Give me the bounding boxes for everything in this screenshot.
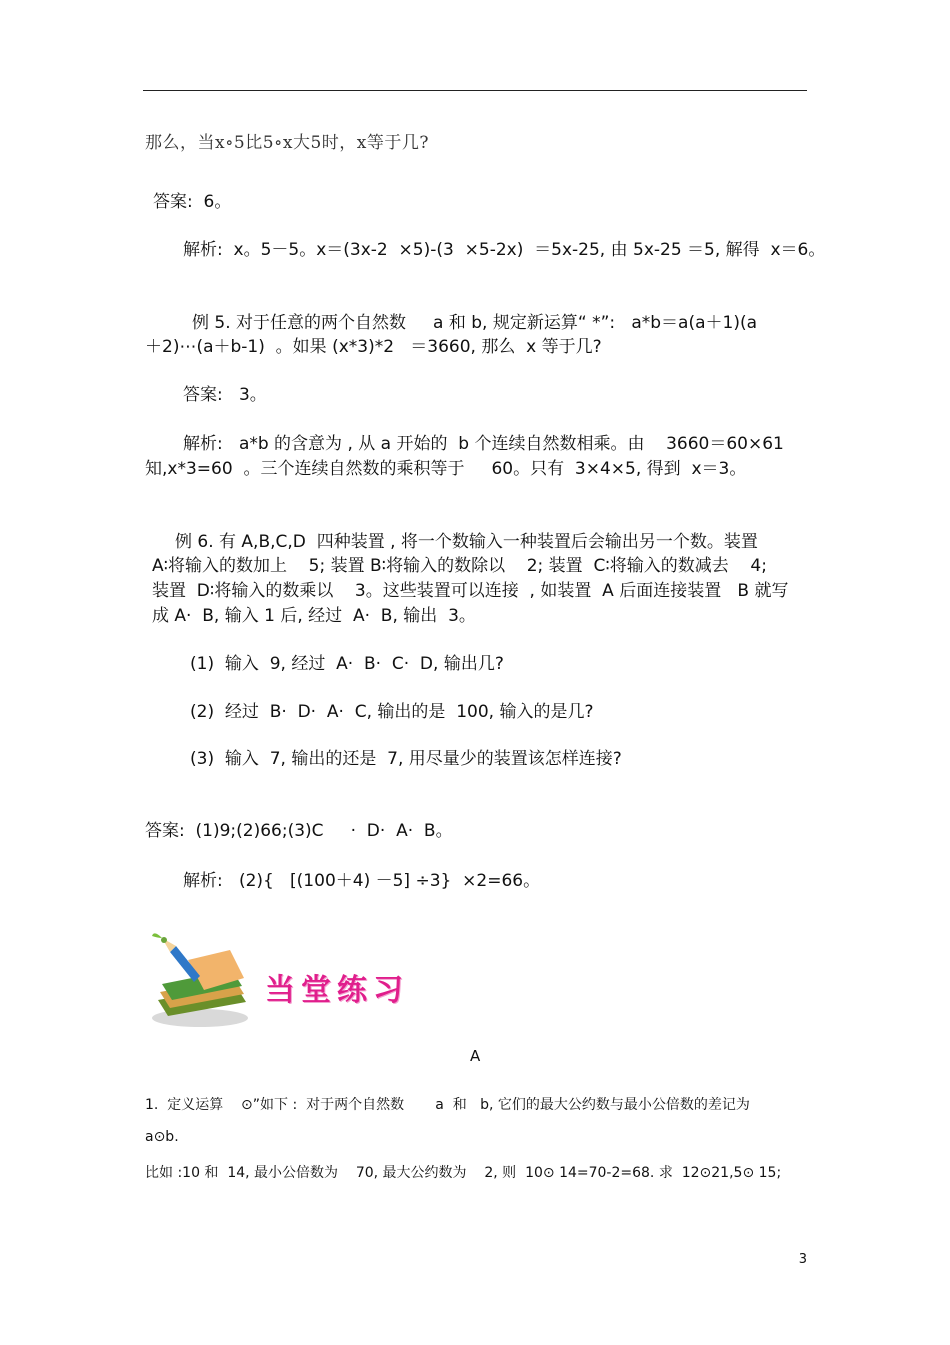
example5-line2: ＋2)⋯(a＋b-1) 。如果 (x*3)*2 ＝3660, 那么 x 等于几? (145, 337, 602, 357)
problem1-line3: 比如 :10 和 14, 最小公倍数为 70, 最大公约数为 2, 则 10⊙ 14=70-2=68. 求 12⊙21,5⊙ 15; (145, 1165, 782, 1181)
example5-analysis1: 解析: a*b 的含意为 , 从 a 开始的 b 个连续自然数相乘。由 3660＝60×61 (183, 434, 784, 454)
example5-answer: 答案: 3。 (183, 385, 267, 405)
answer-prev: 答案: 6。 (153, 192, 232, 212)
example5-line1: 例 5. 对于任意的两个自然数 a 和 b, 规定新运算“ *”: a*b＝a(a＋1)(a (192, 313, 758, 333)
example6-answer: 答案: (1)9;(2)66;(3)C · D· A· B。 (145, 821, 453, 841)
example6-line3: 装置 D∶将输入的数乘以 3。这些装置可以连接 , 如装置 A 后面连接装置 B 就写 (152, 581, 789, 601)
example6-question1: (1) 输入 9, 经过 A· B· C· D, 输出几? (190, 654, 504, 674)
header-rule (143, 90, 807, 91)
example5-analysis2: 知,x*3=60 。三个连续自然数的乘积等于 60。只有 3×4×5, 得到 x＝3。 (145, 459, 747, 479)
example6-question2: (2) 经过 B· D· A· C, 输出的是 100, 输入的是几? (190, 702, 594, 722)
section-title: 当堂练习 (265, 973, 409, 1008)
level-label: A (470, 1047, 481, 1065)
problem1-line1: 1. 定义运算 ⊙”如下 : 对于两个自然数 a 和 b, 它们的最大公约数与最小公倍数的差记为 (145, 1097, 750, 1113)
example6-line1: 例 6. 有 A,B,C,D 四种装置 , 将一个数输入一种装置后会输出另一个数。装置 (175, 532, 758, 552)
example6-line2: A∶将输入的数加上 5; 装置 B∶将输入的数除以 2; 装置 C∶将输入的数减去 4; (152, 556, 767, 576)
analysis-prev: 解析: x。5－5。x＝(3x-2 ×5)-(3 ×5-2x) ＝5x-25, 由 5x-25 ＝5, 解得 x＝6。 (183, 240, 826, 260)
example6-analysis: 解析: (2){ [(100＋4) －5] ÷3} ×2=66。 (183, 871, 541, 891)
example6-question3: (3) 输入 7, 输出的还是 7, 用尽量少的装置该怎样连接? (190, 749, 622, 769)
example6-line4: 成 A· B, 输入 1 后, 经过 A· B, 输出 3。 (152, 606, 476, 626)
books-pencil-logo (148, 930, 258, 1030)
page-number: 3 (798, 1252, 807, 1267)
question-line: 那么，当x∘5比5∘x大5时，x等于几? (145, 133, 429, 153)
problem1-line2: a⊙b. (145, 1129, 179, 1145)
